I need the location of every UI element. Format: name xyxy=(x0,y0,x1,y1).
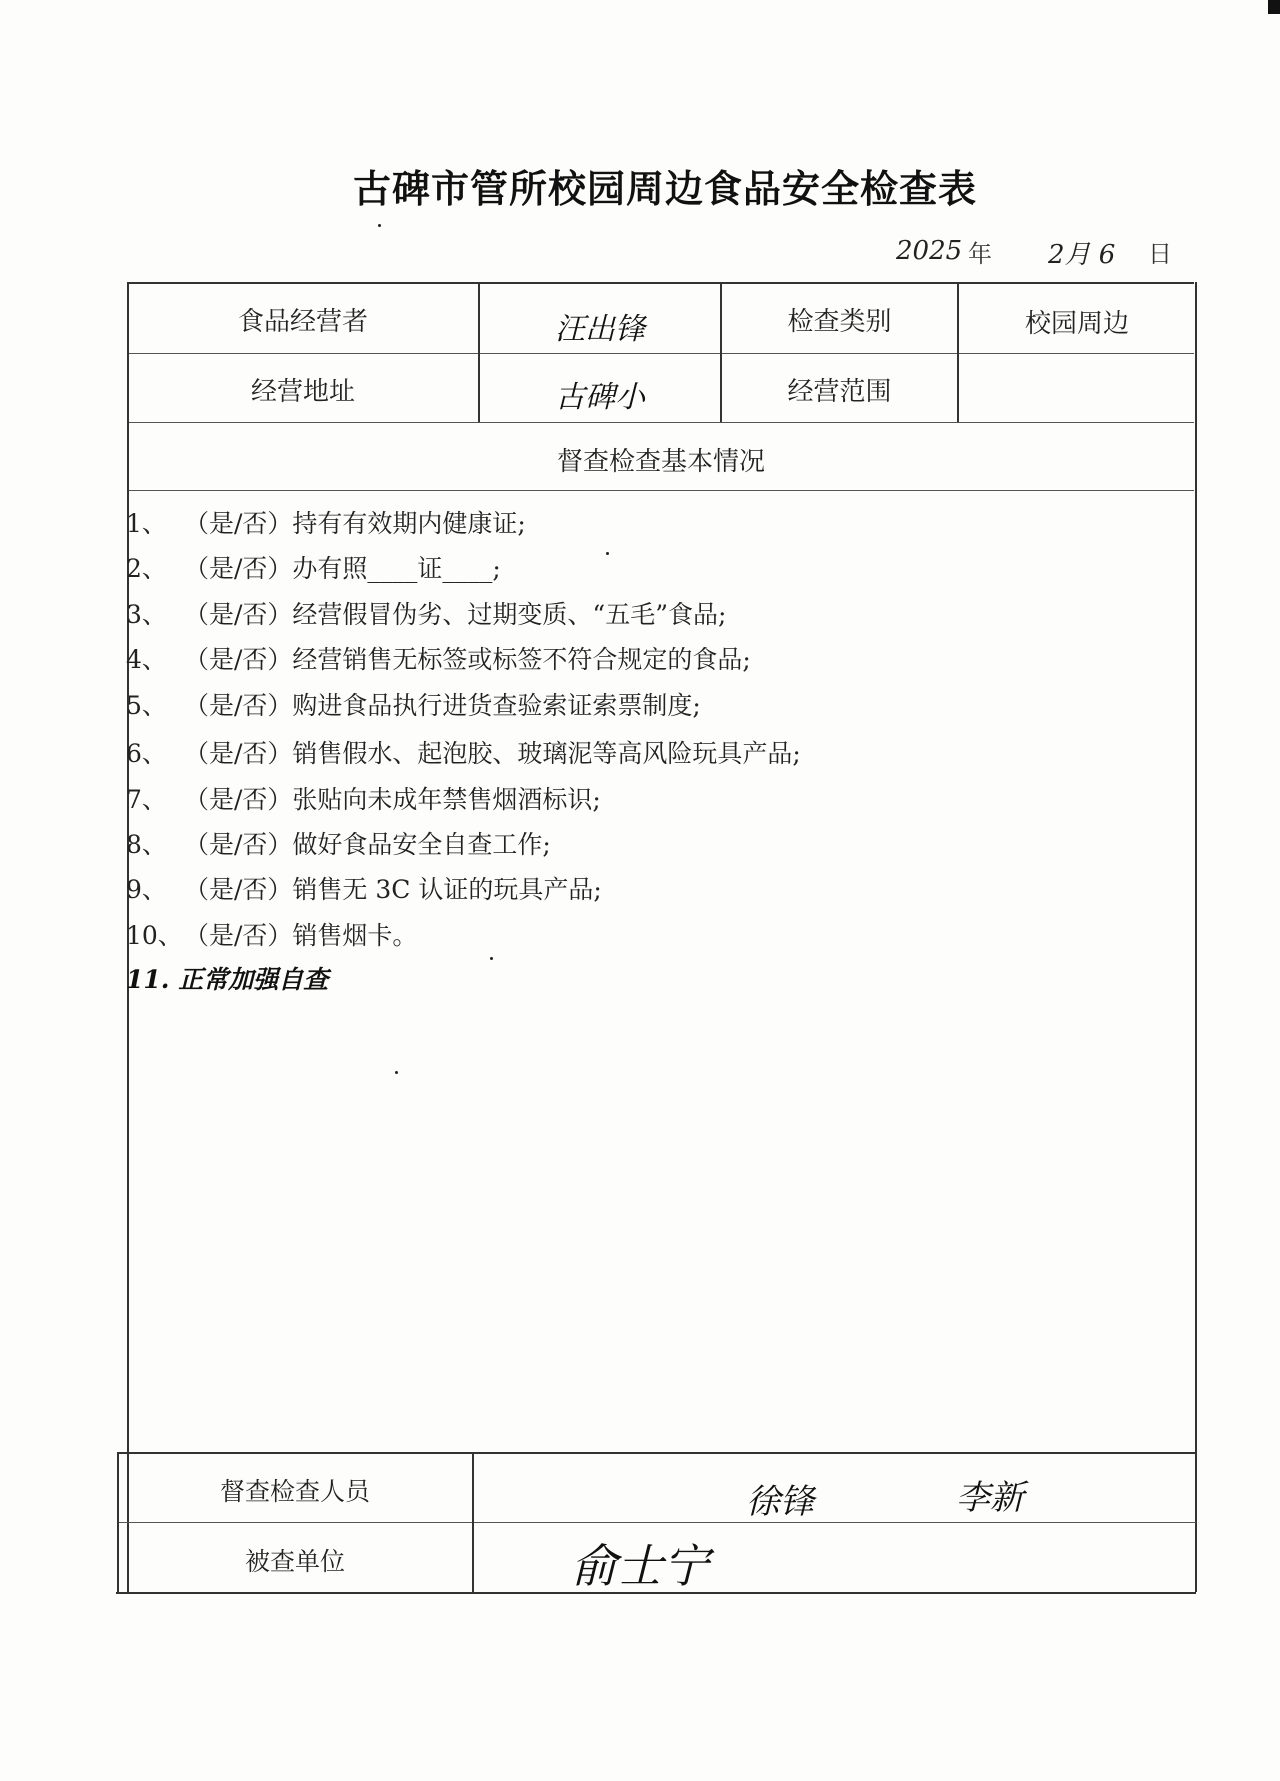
checklist-item-10: 10、（是/否）销售烟卡。 xyxy=(126,921,418,950)
scan-corner-mark xyxy=(1268,0,1280,14)
scan-speck xyxy=(606,552,609,555)
inspector-signature-2: 李新 xyxy=(956,1478,1024,1518)
checklist-item-6: 6、 （是/否）销售假水、起泡胶、玻璃泥等高风险玩具产品; xyxy=(126,739,801,768)
handwritten-note: 11. 正常加强自查 xyxy=(126,965,329,994)
inspected-unit-signature: 俞士宁 xyxy=(571,1539,709,1593)
scope-label: 经营范围 xyxy=(787,377,892,407)
inspected-unit-label: 被查单位 xyxy=(244,1547,345,1576)
category-value: 校园周边 xyxy=(1024,309,1129,339)
checklist-item-3: 3、 （是/否）经营假冒伪劣、过期变质、“五毛”食品; xyxy=(126,600,727,629)
scan-speck xyxy=(378,224,381,227)
checklist-item-2: 2、 （是/否）办有照____证____; xyxy=(126,554,501,583)
scan-speck xyxy=(395,1071,398,1074)
checklist-item-4: 4、 （是/否）经营销售无标签或标签不符合规定的食品; xyxy=(126,645,751,674)
checklist-item-9: 9、 （是/否）销售无 3C 认证的玩具产品; xyxy=(126,875,602,904)
date-year-value: 2025 xyxy=(896,236,963,266)
scan-speck xyxy=(490,957,493,960)
form-date xyxy=(896,232,1196,272)
category-label: 检查类别 xyxy=(787,307,892,337)
checklist-item-5: 5、 （是/否）购进食品执行进货查验索证索票制度; xyxy=(126,691,701,720)
address-label: 经营地址 xyxy=(250,377,355,407)
table-row-divider-2 xyxy=(128,422,1194,423)
operator-label: 食品经营者 xyxy=(237,307,368,337)
inspector-label: 督查检查人员 xyxy=(219,1477,370,1506)
footer-col-divider xyxy=(472,1452,474,1592)
checklist-item-7: 7、 （是/否）张贴向未成年禁售烟酒标识; xyxy=(126,785,601,814)
table-border-top xyxy=(128,282,1194,284)
address-value: 古碑小 xyxy=(555,380,645,415)
footer-row-divider xyxy=(118,1522,1196,1523)
date-month-day-value: 2月 6 xyxy=(1048,240,1116,270)
footer-border-top xyxy=(118,1452,1196,1454)
date-day-label: 日 xyxy=(1148,240,1172,268)
table-border-right xyxy=(1195,282,1197,1592)
date-year-label: 年 xyxy=(968,240,992,268)
table-row-divider-3 xyxy=(128,490,1194,491)
table-row-divider-1 xyxy=(128,353,1194,354)
form-title: 古碑市管所校园周边食品安全检查表 xyxy=(352,167,977,211)
section-title: 督查检查基本情况 xyxy=(556,447,765,477)
operator-value: 汪出锋 xyxy=(555,312,645,347)
inspector-signature-1: 徐锋 xyxy=(746,1482,814,1522)
checklist-item-8: 8、 （是/否）做好食品安全自查工作; xyxy=(126,830,551,859)
checklist-item-1: 1、 （是/否）持有有效期内健康证; xyxy=(126,509,526,538)
